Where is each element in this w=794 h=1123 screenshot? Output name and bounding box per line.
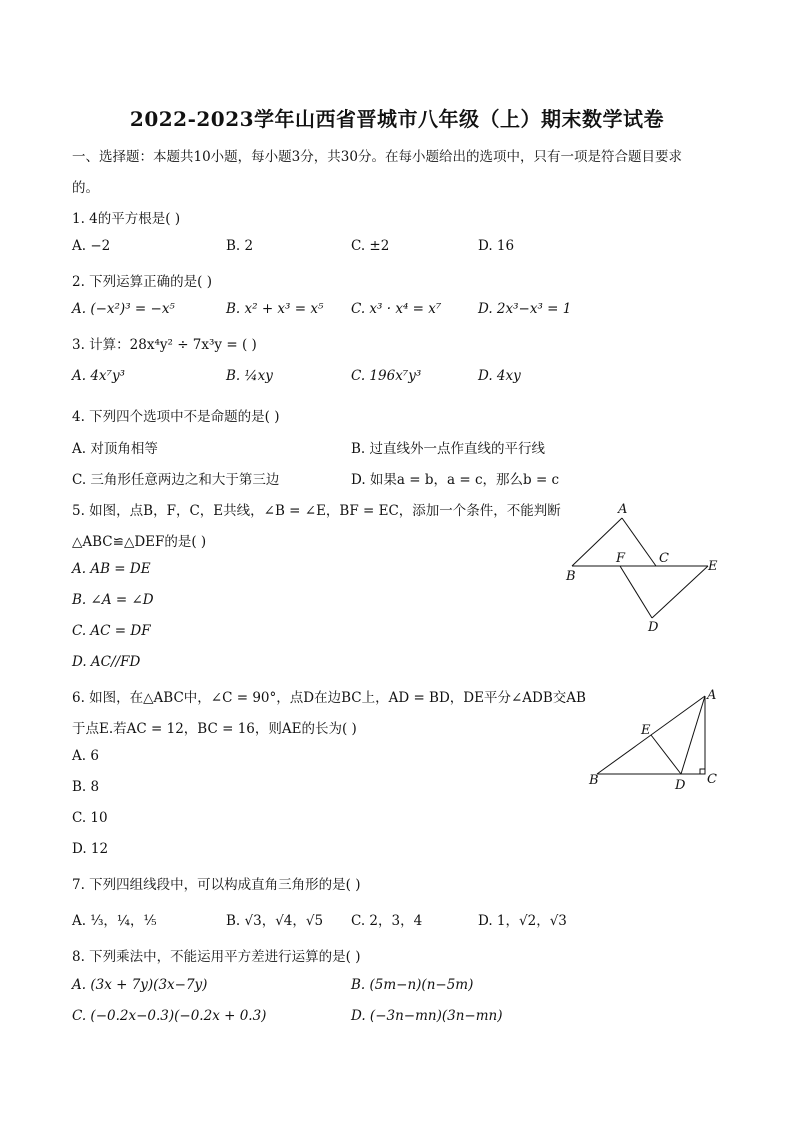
- fig6-label-c: C: [707, 772, 717, 787]
- q7-option-d: D. 1，√2，√3: [478, 913, 567, 929]
- section-instruction: 一、选择题：本题共10小题，每小题3分，共30分。在每小题给出的选项中，只有一项是符合题目要求: [72, 149, 682, 165]
- q5-option-d: D. AC//FD: [72, 654, 141, 670]
- q6-figure: [585, 684, 730, 794]
- q5-option-a: A. AB = DE: [72, 561, 151, 577]
- section-instruction-cont: 的。: [72, 180, 99, 196]
- q6-option-c: C. 10: [72, 810, 108, 826]
- question-5-stem-cont: △ABC≌△DEF的是( ): [72, 534, 207, 550]
- q6-option-b: B. 8: [72, 779, 100, 795]
- q5-option-c: C. AC = DF: [72, 623, 151, 639]
- q4-option-b: B. 过直线外一点作直线的平行线: [351, 441, 546, 457]
- question-3-stem: 3. 计算：28x⁴y² ÷ 7x³y = ( ): [72, 337, 257, 353]
- q8-option-b: B. (5m−n)(n−5m): [351, 977, 474, 993]
- q3-option-d: D. 4xy: [478, 368, 521, 384]
- q4-option-a: A. 对顶角相等: [72, 441, 158, 457]
- q2-option-b: B. x² + x³ = x⁵: [226, 301, 324, 317]
- question-4-stem: 4. 下列四个选项中不是命题的是( ): [72, 409, 280, 425]
- question-1-stem: 1. 4的平方根是( ): [72, 211, 181, 227]
- fig6-label-b: B: [589, 773, 599, 788]
- q3-option-c: C. 196x⁷y³: [351, 368, 422, 384]
- q1-option-a: A. −2: [72, 238, 111, 254]
- question-5-stem: 5. 如图，点B，F，C，E共线，∠B = ∠E，BF = EC，添加一个条件，不能判断: [72, 503, 561, 519]
- page-title: 2022-2023学年山西省晋城市八年级（上）期末数学试卷: [129, 107, 665, 131]
- q7-option-b: B. √3，√4，√5: [226, 913, 324, 929]
- question-2-stem: 2. 下列运算正确的是( ): [72, 274, 212, 290]
- fig5-label-f: F: [616, 551, 626, 566]
- fig6-label-e: E: [641, 723, 651, 738]
- q8-option-d: D. (−3n−mn)(3n−mn): [351, 1008, 503, 1024]
- q3-option-a: A. 4x⁷y³: [72, 368, 125, 384]
- q2-option-a: A. (−x²)³ = −x⁵: [72, 301, 175, 317]
- fig5-label-a: A: [618, 502, 628, 517]
- q8-option-c: C. (−0.2x−0.3)(−0.2x + 0.3): [72, 1008, 267, 1024]
- q4-option-c: C. 三角形任意两边之和大于第三边: [72, 472, 280, 488]
- q6-option-d: D. 12: [72, 841, 109, 857]
- fig5-label-d: D: [648, 620, 659, 635]
- question-8-stem: 8. 下列乘法中，不能运用平方差进行运算的是( ): [72, 949, 361, 965]
- q3-option-b: B. ¼xy: [226, 368, 273, 384]
- q4-option-d: D. 如果a = b，a = c，那么b = c: [351, 472, 560, 488]
- q1-option-b: B. 2: [226, 238, 254, 254]
- question-7-stem: 7. 下列四组线段中，可以构成直角三角形的是( ): [72, 877, 361, 893]
- fig5-label-b: B: [566, 569, 576, 584]
- q5-figure: [560, 498, 730, 638]
- q6-option-a: A. 6: [72, 748, 99, 764]
- q7-option-a: A. ⅓，¼，⅕: [72, 913, 157, 929]
- q7-option-c: C. 2，3，4: [351, 913, 423, 929]
- question-6-stem-cont: 于点E.若AC = 12，BC = 16，则AE的长为( ): [72, 721, 357, 737]
- q1-option-d: D. 16: [478, 238, 515, 254]
- question-6-stem: 6. 如图，在△ABC中，∠C = 90°，点D在边BC上，AD = BD，DE平分∠ADB交AB: [72, 690, 586, 706]
- q2-option-c: C. x³ · x⁴ = x⁷: [351, 301, 442, 317]
- q2-option-d: D. 2x³−x³ = 1: [478, 301, 572, 317]
- fig6-label-a: A: [707, 688, 717, 703]
- fig5-label-e: E: [708, 559, 718, 574]
- fig5-label-c: C: [659, 551, 669, 566]
- fig6-label-d: D: [675, 778, 686, 793]
- q5-option-b: B. ∠A = ∠D: [72, 592, 154, 608]
- q1-option-c: C. ±2: [351, 238, 390, 254]
- q8-option-a: A. (3x + 7y)(3x−7y): [72, 977, 208, 993]
